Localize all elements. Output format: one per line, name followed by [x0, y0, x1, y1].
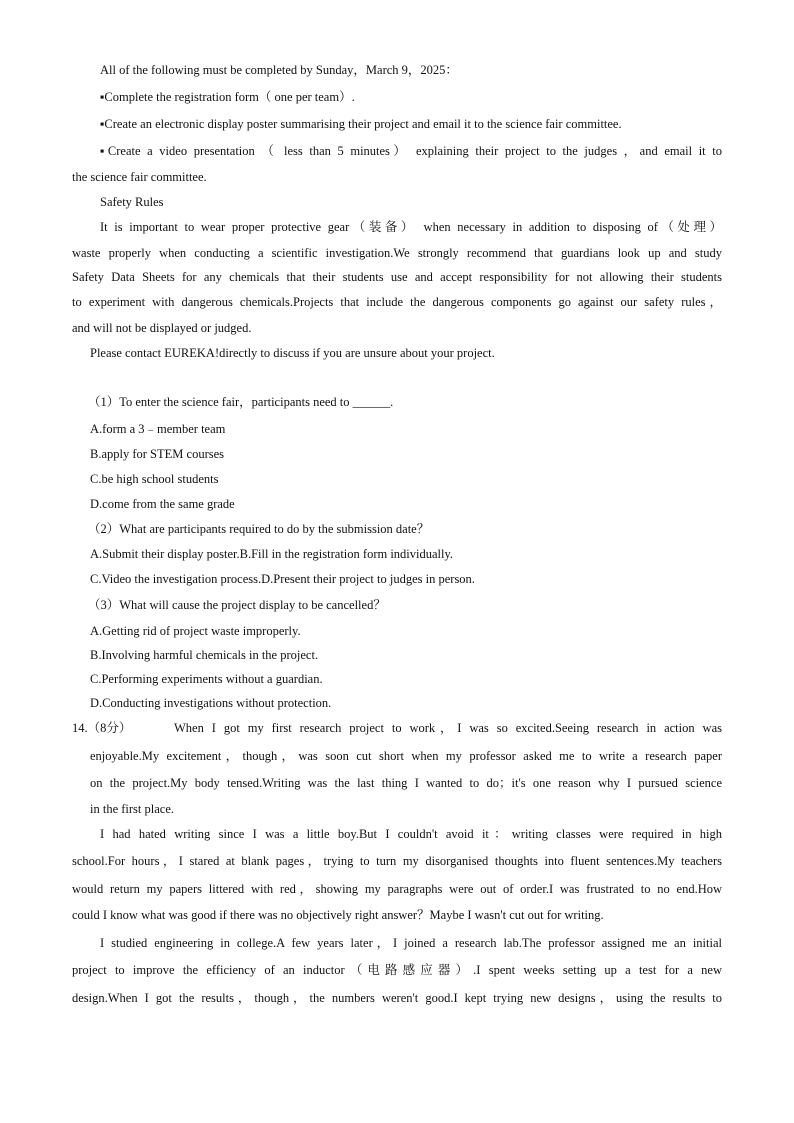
contact-text: Please contact EUREKA!directly to discuss if you are unsure about your project. [90, 346, 495, 360]
passage-p3-line3: design.When I got the results，though，the numbers weren't good.I kept trying new designs，using the results to [72, 991, 722, 1005]
safety-para-line5: and will not be displayed or judged. [72, 321, 252, 335]
passage-line4: in the first place. [90, 802, 174, 816]
passage-line3: on the project.My body tensed.Writing was the last thing I wanted to do；it's one reason why I pursued science [90, 776, 722, 790]
passage-p2-line4: could I know what was good if there was no objectively right answer？Maybe I wasn't cut out for writing. [72, 908, 604, 922]
question-1-option-b: B.apply for STEM courses [90, 447, 225, 461]
question-1: （1）To enter the science fair，participants need to ______. [88, 395, 394, 409]
bullet-video-line1: ▪Create a video presentation （ less than 5 minutes） explaining their project to the judges ，and email it to [100, 144, 722, 158]
bullet-poster: ▪Create an electronic display poster summarising their project and email it to the science fair committee. [100, 117, 622, 131]
question-14-label: 14.（8分） [72, 721, 132, 735]
question-1-option-c: C.be high school students [90, 472, 219, 486]
bullet-video-line2: the science fair committee. [72, 170, 207, 184]
question-1-option-d: D.come from the same grade [90, 497, 235, 511]
question-2-options-cd: C.Video the investigation process.D.Present their project to judges in person. [90, 572, 475, 586]
passage-line1: When I got my first research project to work，I was so excited.Seeing research in action was [174, 721, 722, 735]
safety-para-line2: waste properly when conducting a scientific investigation.We strongly recommend that guardians look up and study [72, 246, 722, 260]
passage-p2-line1: I had hated writing since I was a little boy.But I couldn't avoid it：writing classes were required in high [100, 827, 722, 841]
deadline-text: All of the following must be completed by Sunday，March 9，2025： [100, 63, 458, 77]
question-3: （3）What will cause the project display to be cancelled？ [88, 598, 386, 612]
passage-p2-line3: would return my papers littered with red，showing my paragraphs were out of order.I was frustrated to no end.How [72, 882, 722, 896]
question-2: （2）What are participants required to do by the submission date？ [88, 522, 430, 536]
passage-p3-line1: I studied engineering in college.A few years later，I joined a research lab.The professor assigned me an initial [100, 936, 722, 950]
passage-p2-line2: school.For hours，I stared at blank pages，trying to turn my disorganised thoughts into fluent sentences.My teachers [72, 854, 722, 868]
question-3-option-d: D.Conducting investigations without protection. [90, 696, 332, 710]
question-2-options-ab: A.Submit their display poster.B.Fill in the registration form individually. [90, 547, 454, 561]
safety-para-line4: to experiment with dangerous chemicals.Projects that include the dangerous components go against our safety rules， [72, 295, 722, 309]
safety-para-line3: Safety Data Sheets for any chemicals that their students use and accept responsibility for not allowing their students [72, 270, 722, 284]
safety-para-line1: It is important to wear proper protective gear（装备） when necessary in addition to disposing of（处理） [100, 220, 722, 234]
safety-heading: Safety Rules [100, 195, 164, 209]
passage-p3-line2: project to improve the efficiency of an inductor（电路感应器）.I spent weeks setting up a test for a new [72, 963, 722, 977]
passage-line2: enjoyable.My excitement，though，was soon cut short when my professor asked me to write a research paper [90, 749, 722, 763]
question-1-option-a: A.form a 3﹣member team [90, 422, 226, 436]
bullet-registration: ▪Complete the registration form（ one per team）. [100, 90, 355, 104]
question-3-option-c: C.Performing experiments without a guardian. [90, 672, 323, 686]
question-3-option-a: A.Getting rid of project waste improperly. [90, 624, 301, 638]
question-3-option-b: B.Involving harmful chemicals in the project. [90, 648, 319, 662]
